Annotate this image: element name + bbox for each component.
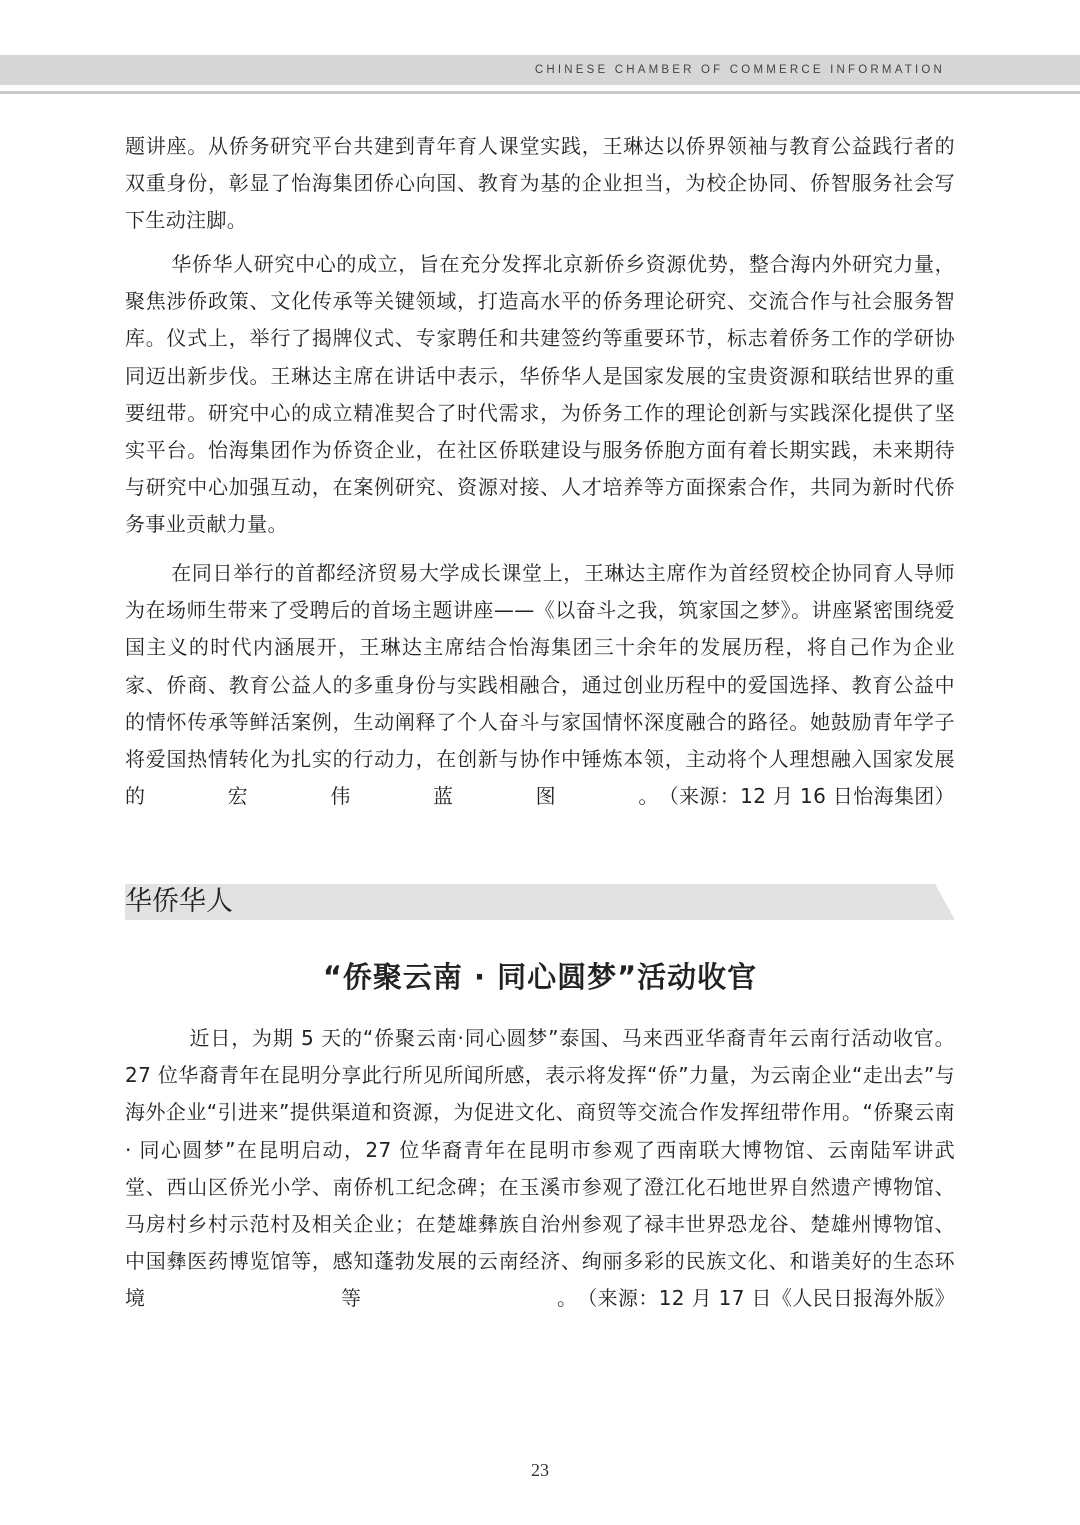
article1-paragraph-2-text: 华侨华人研究中心的成立，旨在充分发挥北京新侨乡资源优势，整合海内外研究力量，聚焦涉侨政策、文化传承等关键领域，打造高水平的侨务理论研究、交流合作与社会服务智库。仪式上，举行了揭牌仪式、专家聘任和共建签约等重要环节，标志着侨务工作的学研协同迈出新步伐。王琳达主席在讲话中表示，华侨华人是国家发展的宝贵资源和联结世界的重要纽带。研究中心的成立精准契合了时代需求，为侨务工作的理论创新与实践深化提供了坚实平台。怡海集团作为侨资企业，在社区侨联建设与服务侨胞方面有着长期实践，未来期待与研究中心加强互动，在案例研究、资源对接、人才培养等方面探索合作，共同为新时代侨务事业贡献力量。 bbox=[125, 252, 955, 537]
article1-paragraph-3-text: 在同日举行的首都经济贸易大学成长课堂上，王琳达主席作为首经贸校企协同育人导师为在场师生带来了受聘后的首场主题讲座——《以奋斗之我，筑家国之梦》。讲座紧密围绕爱国主义的时代内涵展开，王琳达主席结合怡海集团三十余年的发展历程，将自己作为企业家、侨商、教育公益人的多重身份与实践相融合，通过创业历程中的爱国选择、教育公益中的情怀传承等鲜活案例，生动阐释了个人奋斗与家国情怀深度融合的路径。她鼓励青年学子将爱国热情转化为扎实的行动力，在创新与协作中锤炼本领，主动将个人理想融入国家发展的宏伟蓝图。 bbox=[125, 561, 955, 809]
article2-title: “侨聚云南 · 同心圆梦”活动收官 bbox=[322, 960, 758, 994]
article2-source: （来源：12 月 17 日《人民日报海外版》 bbox=[577, 1286, 955, 1311]
article1-paragraph-2 bbox=[125, 246, 955, 544]
article1-paragraph-3 bbox=[125, 555, 955, 815]
article2-paragraph-text: 近日，为期 5 天的“侨聚云南·同心圆梦”泰国、马来西亚华裔青年云南行活动收官。27 位华裔青年在昆明分享此行所见所闻所感，表示将发挥“侨”力量，为云南企业“走出去”与海外企业“引进来”提供渠道和资源，为促进文化、商贸等交流合作发挥纽带作用。“侨聚云南 · 同心圆梦”在昆明启动，27 位华裔青年在昆明市参观了西南联大博物馆、云南陆军讲武堂、西山区侨光小学、南侨机工纪念碑；在玉溪市参观了澄江化石地世界自然遗产博物馆、马房村乡村示范村及相关企业；在楚雄彝族自治州参观了禄丰世界恐龙谷、楚雄州博物馆、中国彝医药博览馆等，感知蓬勃发展的云南经济、绚丽多彩的民族文化、和谐美好的生态环境等。 bbox=[125, 1026, 955, 1311]
article1-source: （来源：12 月 16 日怡海集团） bbox=[658, 784, 955, 809]
section-title: 华侨华人 bbox=[125, 886, 233, 917]
running-header: CHINESE CHAMBER OF COMMERCE INFORMATION bbox=[534, 64, 945, 76]
page-number: 23 bbox=[531, 1460, 549, 1480]
section-header-bar bbox=[125, 884, 955, 920]
article1-paragraph-1 bbox=[125, 128, 955, 240]
article2-paragraph bbox=[125, 1020, 955, 1318]
article1-paragraph-1-text: 题讲座。从侨务研究平台共建到青年育人课堂实践，王琳达以侨界领袖与教育公益践行者的双重身份，彰显了怡海集团侨心向国、教育为基的企业担当，为校企协同、侨智服务社会写下生动注脚。 bbox=[125, 134, 955, 233]
header-rule bbox=[0, 91, 1080, 94]
